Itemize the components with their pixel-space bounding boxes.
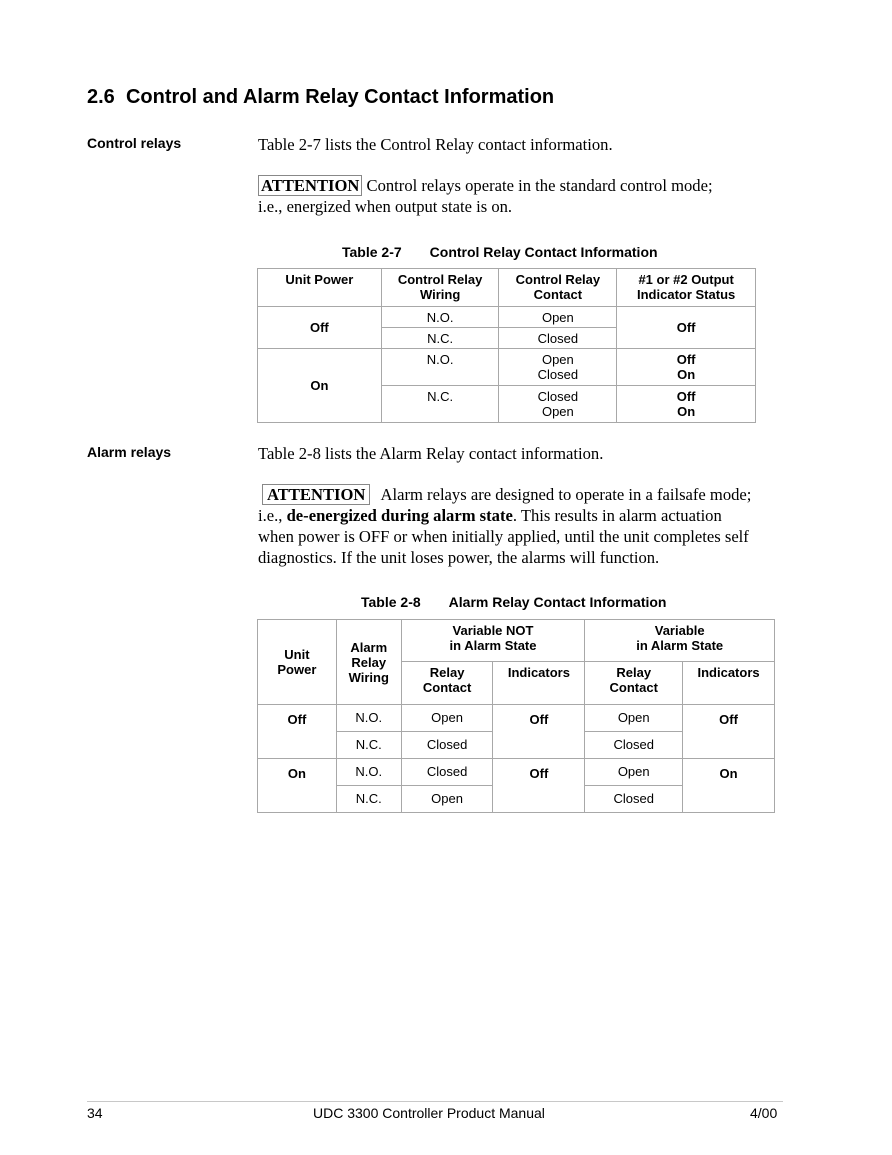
table-row	[258, 759, 775, 786]
attention-box: ATTENTION	[262, 484, 370, 505]
relay-contact-cell: Open	[401, 705, 493, 732]
table-row	[258, 349, 756, 386]
contact-cell: Closed	[499, 328, 617, 349]
alarm-relays-label: Alarm relays	[87, 444, 172, 460]
table-number: Table 2-8	[361, 594, 421, 610]
control-relays-label: Control relays	[87, 135, 182, 151]
footer-date: 4/00	[750, 1105, 778, 1121]
indicator-cell: Off	[493, 759, 585, 813]
attention-text: i.e., energized when output state is on.	[258, 197, 513, 216]
header-variable-in-alarm: Variable in Alarm State	[585, 620, 775, 662]
table-header-row	[258, 269, 756, 307]
wiring-cell: N.C.	[336, 786, 401, 813]
contact-cell: Open Closed	[499, 349, 617, 386]
table-header-row	[258, 620, 775, 662]
relay-contact-cell: Closed	[401, 732, 493, 759]
unit-power-cell: On	[258, 759, 337, 813]
relay-contact-cell: Open	[585, 759, 683, 786]
alarm-attention-paragraph	[258, 484, 783, 568]
table-caption	[361, 594, 666, 610]
wiring-cell: N.O.	[336, 759, 401, 786]
attention-text: i.e.,	[258, 506, 287, 525]
attention-box: ATTENTION	[258, 175, 362, 196]
table-row	[258, 307, 756, 328]
header-alarm-relay-wiring: Alarm Relay Wiring	[336, 620, 401, 705]
status-cell: Off	[617, 307, 756, 349]
attention-text: Alarm relays are designed to operate in a failsafe mode;	[380, 485, 752, 504]
header-indicators: Indicators	[493, 662, 585, 705]
header-control-relay-wiring: Control Relay Wiring	[381, 269, 499, 307]
attention-text: Control relays operate in the standard control mode;	[366, 176, 713, 195]
attention-text: . This results in alarm actuation	[512, 506, 722, 525]
table-caption	[342, 244, 658, 260]
attention-text: when power is OFF or when initially applied, until the unit completes self	[258, 527, 749, 546]
table-title: Control Relay Contact Information	[429, 244, 658, 260]
contact-cell: Closed Open	[499, 386, 617, 423]
contact-cell: Open	[499, 307, 617, 328]
status-cell: Off On	[617, 349, 756, 386]
table-row	[258, 705, 775, 732]
table-title: Alarm Relay Contact Information	[448, 594, 667, 610]
unit-power-cell: On	[258, 349, 382, 423]
wiring-cell: N.O.	[381, 349, 499, 386]
unit-power-cell: Off	[258, 705, 337, 759]
section-title: Control and Alarm Relay Contact Information	[125, 86, 555, 108]
attention-text: diagnostics. If the unit loses power, the alarms will function.	[258, 548, 660, 567]
section-number: 2.6	[87, 86, 115, 108]
alarm-relay-table	[257, 619, 775, 813]
table-number: Table 2-7	[342, 244, 402, 260]
section-heading	[87, 86, 554, 109]
wiring-cell: N.C.	[336, 732, 401, 759]
wiring-cell: N.C.	[381, 386, 499, 423]
relay-contact-cell: Closed	[401, 759, 493, 786]
control-intro: Table 2-7 lists the Control Relay contact information.	[258, 135, 613, 154]
header-unit-power: Unit Power	[258, 269, 382, 307]
header-relay-contact: Relay Contact	[585, 662, 683, 705]
unit-power-cell: Off	[258, 307, 382, 349]
control-attention-paragraph	[258, 175, 713, 217]
relay-contact-cell: Closed	[585, 786, 683, 813]
status-cell: Off On	[617, 386, 756, 423]
header-indicators: Indicators	[683, 662, 775, 705]
indicator-cell: Off	[683, 705, 775, 759]
footer-title: UDC 3300 Controller Product Manual	[313, 1105, 545, 1121]
header-unit-power: Unit Power	[258, 620, 337, 705]
indicator-cell: Off	[493, 705, 585, 759]
wiring-cell: N.O.	[336, 705, 401, 732]
attention-emphasis: de-energized during alarm state	[286, 506, 513, 525]
relay-contact-cell: Open	[401, 786, 493, 813]
footer-divider	[87, 1101, 783, 1102]
wiring-cell: N.C.	[381, 328, 499, 349]
header-control-relay-contact: Control Relay Contact	[499, 269, 617, 307]
alarm-intro: Table 2-8 lists the Alarm Relay contact information.	[258, 444, 604, 463]
header-indicator-status: #1 or #2 Output Indicator Status	[617, 269, 756, 307]
relay-contact-cell: Closed	[585, 732, 683, 759]
header-variable-not-in-alarm: Variable NOT in Alarm State	[401, 620, 585, 662]
header-relay-contact: Relay Contact	[401, 662, 493, 705]
wiring-cell: N.O.	[381, 307, 499, 328]
control-relay-table	[257, 268, 756, 423]
footer-page-number: 34	[87, 1105, 103, 1121]
indicator-cell: On	[683, 759, 775, 813]
relay-contact-cell: Open	[585, 705, 683, 732]
